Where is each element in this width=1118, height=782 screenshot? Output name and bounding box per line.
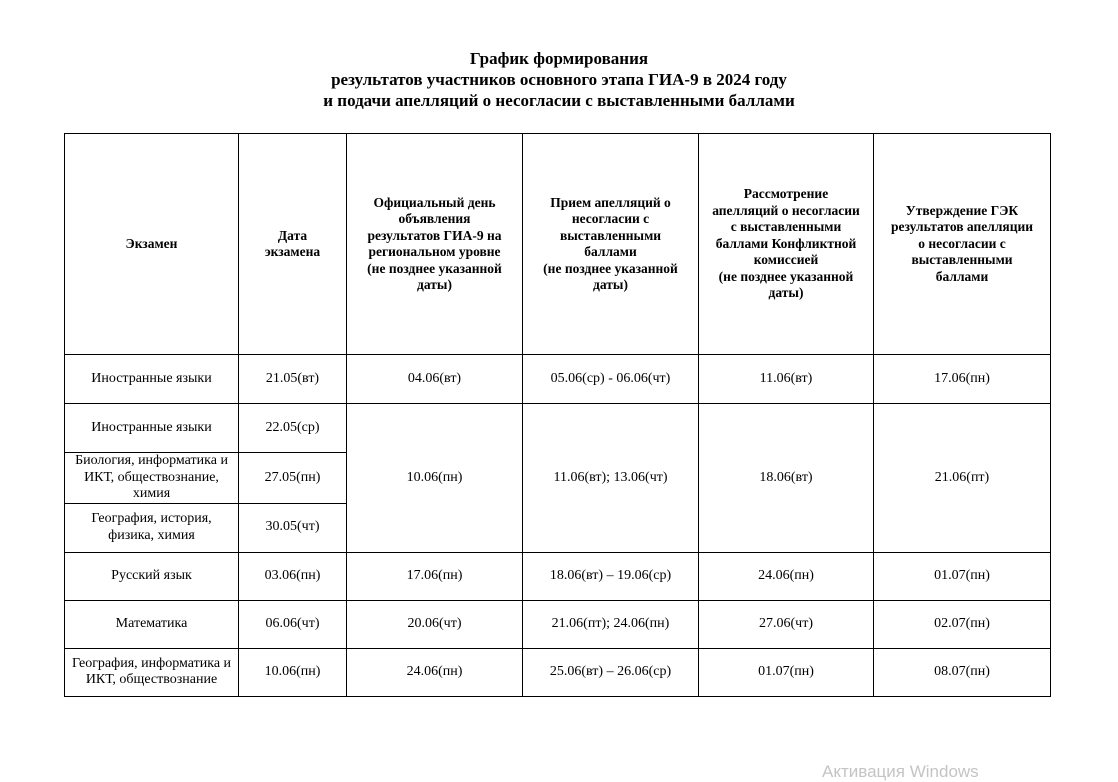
title-line-2: результатов участников основного этапа ГИА-9 в 2024 году: [331, 70, 787, 89]
header-exam-date: Дата экзамена: [239, 134, 347, 355]
cell-approve-merged: 21.06(пт): [874, 404, 1051, 553]
table-row: [65, 404, 1051, 453]
cell-date: 03.06(пн): [239, 552, 347, 600]
cell-appeals: 25.06(вт) – 26.06(ср): [523, 648, 699, 696]
cell-date: 27.05(пн): [239, 453, 347, 504]
cell-exam: География, информатика и ИКТ, обществознание: [65, 648, 239, 696]
header-appeals-review: Рассмотрение апелляций о несогласии с выставленными баллами Конфликтной комиссией (не позднее указанной даты): [699, 134, 874, 355]
table-row: [65, 648, 1051, 696]
cell-date: 10.06(пн): [239, 648, 347, 696]
cell-approve: 01.07(пн): [874, 552, 1051, 600]
cell-announce: 24.06(пн): [347, 648, 523, 696]
title-line-3: и подачи апелляций о несогласии с выставленными баллами: [323, 91, 795, 110]
header-announce-date: Официальный день объявления результатов ГИА-9 на региональном уровне (не позднее указанной даты): [347, 134, 523, 355]
windows-activation-watermark: Активация Windows: [822, 762, 979, 781]
cell-approve: 02.07(пн): [874, 600, 1051, 648]
cell-announce: 17.06(пн): [347, 552, 523, 600]
cell-exam: Иностранные языки: [65, 404, 239, 453]
cell-review: 01.07(пн): [699, 648, 874, 696]
cell-exam: Математика: [65, 600, 239, 648]
table-row: [65, 355, 1051, 404]
cell-appeals: 18.06(вт) – 19.06(ср): [523, 552, 699, 600]
table-row: [65, 600, 1051, 648]
cell-appeals: 21.06(пт); 24.06(пн): [523, 600, 699, 648]
cell-review: 24.06(пн): [699, 552, 874, 600]
cell-review-merged: 18.06(вт): [699, 404, 874, 553]
cell-approve: 17.06(пн): [874, 355, 1051, 404]
schedule-table: [64, 133, 1051, 697]
cell-date: 21.05(вт): [239, 355, 347, 404]
table-row: [65, 552, 1051, 600]
document-title: [0, 48, 1118, 111]
cell-date: 06.06(чт): [239, 600, 347, 648]
cell-exam: Биология, информатика и ИКТ, обществознание, химия: [65, 453, 239, 504]
cell-date: 22.05(ср): [239, 404, 347, 453]
cell-review: 11.06(вт): [699, 355, 874, 404]
cell-date: 30.05(чт): [239, 503, 347, 552]
header-appeals-intake: Прием апелляций о несогласии с выставленными баллами (не позднее указанной даты): [523, 134, 699, 355]
cell-announce: 20.06(чт): [347, 600, 523, 648]
cell-announce: 04.06(вт): [347, 355, 523, 404]
cell-approve: 08.07(пн): [874, 648, 1051, 696]
cell-appeals-merged: 11.06(вт); 13.06(чт): [523, 404, 699, 553]
cell-exam: География, история, физика, химия: [65, 503, 239, 552]
cell-appeals: 05.06(ср) - 06.06(чт): [523, 355, 699, 404]
title-line-1: График формирования: [469, 49, 649, 68]
cell-exam: Русский язык: [65, 552, 239, 600]
table-header-row: [65, 134, 1051, 355]
cell-review: 27.06(чт): [699, 600, 874, 648]
cell-exam: Иностранные языки: [65, 355, 239, 404]
cell-announce-merged: 10.06(пн): [347, 404, 523, 553]
header-gek-approval: Утверждение ГЭК результатов апелляции о несогласии с выставленными баллами: [874, 134, 1051, 355]
header-exam: Экзамен: [65, 134, 239, 355]
